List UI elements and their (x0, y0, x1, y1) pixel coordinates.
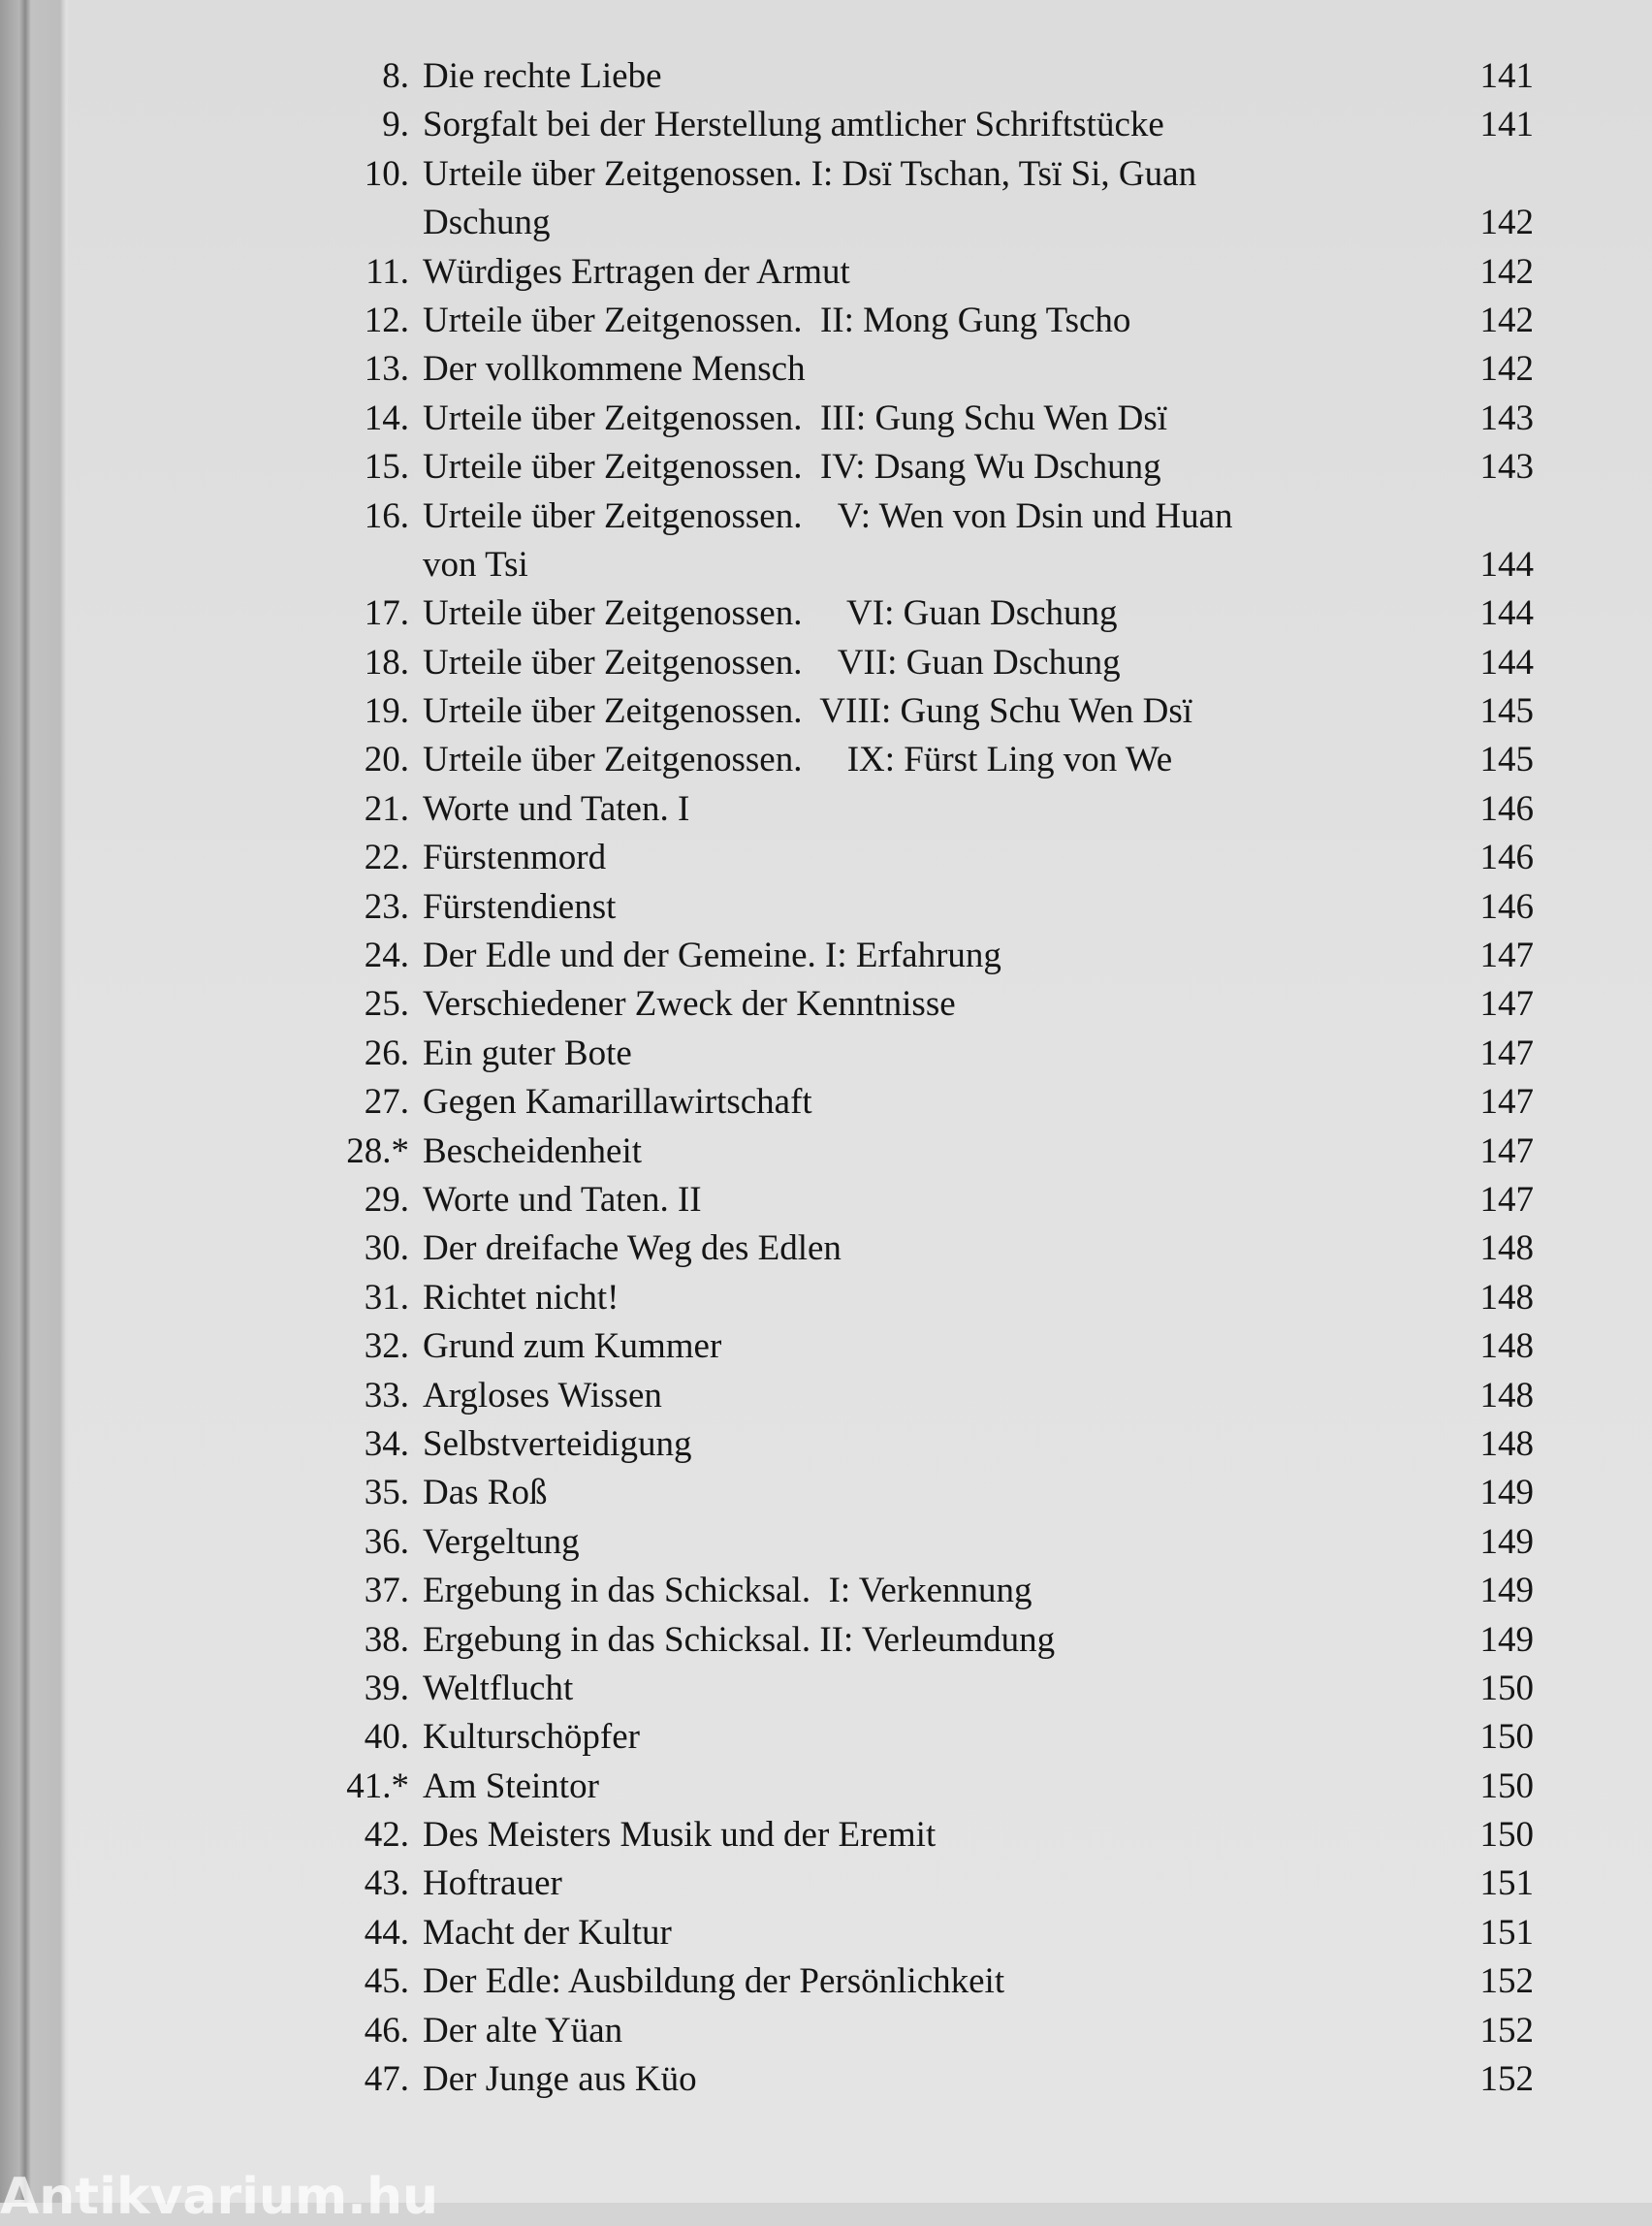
entry-title: Weltflucht (423, 1668, 574, 1708)
toc-entry (0, 297, 1652, 345)
toc-entry (0, 1616, 1652, 1665)
entry-page-number: 147 (1479, 1130, 1534, 1171)
entry-number: 30. (364, 1228, 409, 1269)
entry-number: 43. (364, 1863, 409, 1904)
entry-page-number: 146 (1479, 838, 1534, 878)
entry-page-number: 152 (1479, 2059, 1534, 2100)
entry-title-continuation: von Tsi (423, 544, 528, 585)
entry-number: 28.* (346, 1130, 409, 1171)
entry-number: 24. (364, 936, 409, 976)
toc-entry-continuation (0, 541, 1652, 589)
entry-number: 45. (364, 1961, 409, 2002)
toc-entry (0, 1567, 1652, 1615)
toc-entry (0, 1957, 1652, 2006)
toc-entry (0, 1420, 1652, 1469)
entry-title: Das Roß (423, 1473, 548, 1513)
toc-entry (0, 1518, 1652, 1567)
toc-entry (0, 1909, 1652, 1957)
entry-number: 38. (364, 1619, 409, 1660)
entry-number: 16. (364, 495, 409, 536)
entry-number: 40. (364, 1717, 409, 1758)
toc-entry (0, 1322, 1652, 1371)
toc-entry (0, 1469, 1652, 1517)
entry-number: 18. (364, 642, 409, 683)
entry-number: 14. (364, 398, 409, 438)
entry-number: 10. (364, 153, 409, 194)
toc-entry (0, 980, 1652, 1029)
toc-entry (0, 345, 1652, 394)
toc-entry (0, 1763, 1652, 1811)
entry-title: Selbstverteidigung (423, 1423, 692, 1464)
entry-page-number: 146 (1479, 788, 1534, 829)
entry-title: Am Steintor (423, 1765, 599, 1806)
entry-page-number: 148 (1479, 1375, 1534, 1415)
entry-page-number: 144 (1479, 642, 1534, 683)
toc-entry (0, 736, 1652, 784)
entry-title: Urteile über Zeitgenossen. VI: Guan Dschung (423, 593, 1118, 634)
entry-page-number: 149 (1479, 1619, 1534, 1660)
toc-entry (0, 1274, 1652, 1322)
entry-page-number: 142 (1479, 300, 1534, 340)
entry-title: Grund zum Kummer (423, 1326, 722, 1367)
entry-title: Des Meisters Musik und der Eremit (423, 1815, 937, 1856)
entry-page-number: 145 (1479, 740, 1534, 780)
entry-page-number: 142 (1479, 349, 1534, 390)
toc-entry (0, 639, 1652, 687)
entry-page-number: 149 (1479, 1521, 1534, 1562)
entry-number: 27. (364, 1082, 409, 1123)
toc-entry (0, 589, 1652, 638)
entry-page-number: 150 (1479, 1815, 1534, 1856)
entry-title: Urteile über Zeitgenossen. III: Gung Schu Wen Dsï (423, 398, 1168, 438)
entry-title: Urteile über Zeitgenossen. IV: Dsang Wu Dschung (423, 447, 1161, 488)
entry-title: Würdiges Ertragen der Armut (423, 251, 850, 292)
entry-title: Kulturschöpfer (423, 1717, 640, 1758)
toc-entry (0, 493, 1652, 541)
toc-entry (0, 101, 1652, 149)
entry-page-number: 141 (1479, 105, 1534, 145)
entry-number: 22. (364, 838, 409, 878)
toc-entry (0, 1224, 1652, 1273)
entry-title: Vergeltung (423, 1521, 580, 1562)
entry-title: Fürstendienst (423, 886, 617, 927)
entry-title: Urteile über Zeitgenossen. IX: Fürst Ling von We (423, 740, 1173, 780)
entry-number: 29. (364, 1179, 409, 1220)
toc-entry (0, 395, 1652, 443)
entry-title: Der Edle: Ausbildung der Persönlichkeit (423, 1961, 1005, 2002)
toc-entry-continuation (0, 199, 1652, 247)
entry-number: 21. (364, 788, 409, 829)
watermark: Antikvarium.hu (0, 2168, 438, 2226)
entry-title: Der alte Yüan (423, 2010, 623, 2051)
entry-number: 37. (364, 1571, 409, 1611)
entry-page-number: 146 (1479, 886, 1534, 927)
entry-page-number: 142 (1479, 203, 1534, 243)
toc-entry (0, 1176, 1652, 1224)
entry-number: 46. (364, 2010, 409, 2051)
entry-number: 15. (364, 447, 409, 488)
entry-number: 36. (364, 1521, 409, 1562)
entry-title: Der Junge aus Küo (423, 2059, 697, 2100)
toc-entry (0, 150, 1652, 199)
entry-title: Ergebung in das Schicksal. II: Verleumdung (423, 1619, 1056, 1660)
entry-number: 26. (364, 1033, 409, 1073)
entry-title: Argloses Wissen (423, 1375, 662, 1415)
entry-number: 23. (364, 886, 409, 927)
entry-title: Der vollkommene Mensch (423, 349, 806, 390)
entry-title: Gegen Kamarillawirtschaft (423, 1082, 812, 1123)
entry-page-number: 150 (1479, 1765, 1534, 1806)
entry-number: 35. (364, 1473, 409, 1513)
toc-entry (0, 687, 1652, 736)
entry-title: Der dreifache Weg des Edlen (423, 1228, 842, 1269)
entry-title: Bescheidenheit (423, 1130, 643, 1171)
entry-page-number: 147 (1479, 984, 1534, 1025)
entry-number: 41.* (346, 1765, 409, 1806)
toc-entry (0, 2055, 1652, 2104)
entry-page-number: 141 (1479, 56, 1534, 96)
entry-title: Urteile über Zeitgenossen. VIII: Gung Schu Wen Dsï (423, 691, 1193, 732)
entry-number: 25. (364, 984, 409, 1025)
entry-number: 34. (364, 1423, 409, 1464)
entry-title: Der Edle und der Gemeine. I: Erfahrung (423, 936, 1001, 976)
toc-entry (0, 1078, 1652, 1127)
entry-number: 19. (364, 691, 409, 732)
entry-number: 42. (364, 1815, 409, 1856)
entry-title: Ein guter Bote (423, 1033, 632, 1073)
entry-number: 39. (364, 1668, 409, 1708)
entry-number: 31. (364, 1277, 409, 1318)
entry-number: 44. (364, 1912, 409, 1953)
entry-page-number: 151 (1479, 1912, 1534, 1953)
entry-title: Ergebung in das Schicksal. I: Verkennung (423, 1571, 1032, 1611)
entry-title: Macht der Kultur (423, 1912, 672, 1953)
toc-entry (0, 785, 1652, 834)
entry-page-number: 144 (1479, 544, 1534, 585)
toc-entry (0, 1128, 1652, 1176)
entry-title: Worte und Taten. I (423, 788, 690, 829)
entry-page-number: 147 (1479, 1033, 1534, 1073)
toc-entry (0, 834, 1652, 882)
entry-title: Die rechte Liebe (423, 56, 662, 96)
entry-title: Urteile über Zeitgenossen. VII: Guan Dschung (423, 642, 1121, 683)
entry-page-number: 149 (1479, 1473, 1534, 1513)
toc-entry (0, 2007, 1652, 2055)
entry-number: 13. (364, 349, 409, 390)
toc-entry (0, 1860, 1652, 1908)
entry-page-number: 150 (1479, 1717, 1534, 1758)
entry-number: 33. (364, 1375, 409, 1415)
entry-title: Urteile über Zeitgenossen. I: Dsï Tschan, Tsï Si, Guan (423, 153, 1197, 194)
toc-entry (0, 1811, 1652, 1860)
entry-title: Urteile über Zeitgenossen. V: Wen von Dsin und Huan (423, 495, 1233, 536)
entry-page-number: 148 (1479, 1228, 1534, 1269)
entry-title: Urteile über Zeitgenossen. II: Mong Gung Tscho (423, 300, 1131, 340)
entry-number: 12. (364, 300, 409, 340)
toc-entry (0, 248, 1652, 297)
entry-number: 8. (382, 56, 409, 96)
entry-number: 9. (382, 105, 409, 145)
entry-page-number: 144 (1479, 593, 1534, 634)
toc-entry (0, 1030, 1652, 1078)
entry-page-number: 149 (1479, 1571, 1534, 1611)
toc-entry (0, 1713, 1652, 1762)
entry-page-number: 143 (1479, 447, 1534, 488)
entry-title: Sorgfalt bei der Herstellung amtlicher Schriftstücke (423, 105, 1164, 145)
entry-page-number: 152 (1479, 1961, 1534, 2002)
entry-page-number: 152 (1479, 2010, 1534, 2051)
entry-page-number: 143 (1479, 398, 1534, 438)
entry-number: 47. (364, 2059, 409, 2100)
entry-page-number: 145 (1479, 691, 1534, 732)
entry-page-number: 147 (1479, 1082, 1534, 1123)
toc-entry (0, 52, 1652, 101)
entry-page-number: 148 (1479, 1277, 1534, 1318)
entry-page-number: 142 (1479, 251, 1534, 292)
entry-page-number: 147 (1479, 936, 1534, 976)
entry-title: Verschiedener Zweck der Kenntnisse (423, 984, 956, 1025)
toc-entry (0, 443, 1652, 492)
entry-number: 17. (364, 593, 409, 634)
entry-title: Worte und Taten. II (423, 1179, 702, 1220)
entry-page-number: 151 (1479, 1863, 1534, 1904)
entry-page-number: 148 (1479, 1326, 1534, 1367)
toc-entry (0, 932, 1652, 980)
entry-title: Hoftrauer (423, 1863, 562, 1904)
toc-entry (0, 1665, 1652, 1713)
entry-title: Fürstenmord (423, 838, 607, 878)
entry-number: 32. (364, 1326, 409, 1367)
entry-page-number: 150 (1479, 1668, 1534, 1708)
toc-entry (0, 883, 1652, 932)
entry-number: 20. (364, 740, 409, 780)
toc-entry (0, 1372, 1652, 1420)
entry-number: 11. (365, 251, 409, 292)
entry-title-continuation: Dschung (423, 203, 551, 243)
entry-title: Richtet nicht! (423, 1277, 620, 1318)
entry-page-number: 148 (1479, 1423, 1534, 1464)
table-of-contents (0, 52, 1652, 2104)
entry-page-number: 147 (1479, 1179, 1534, 1220)
